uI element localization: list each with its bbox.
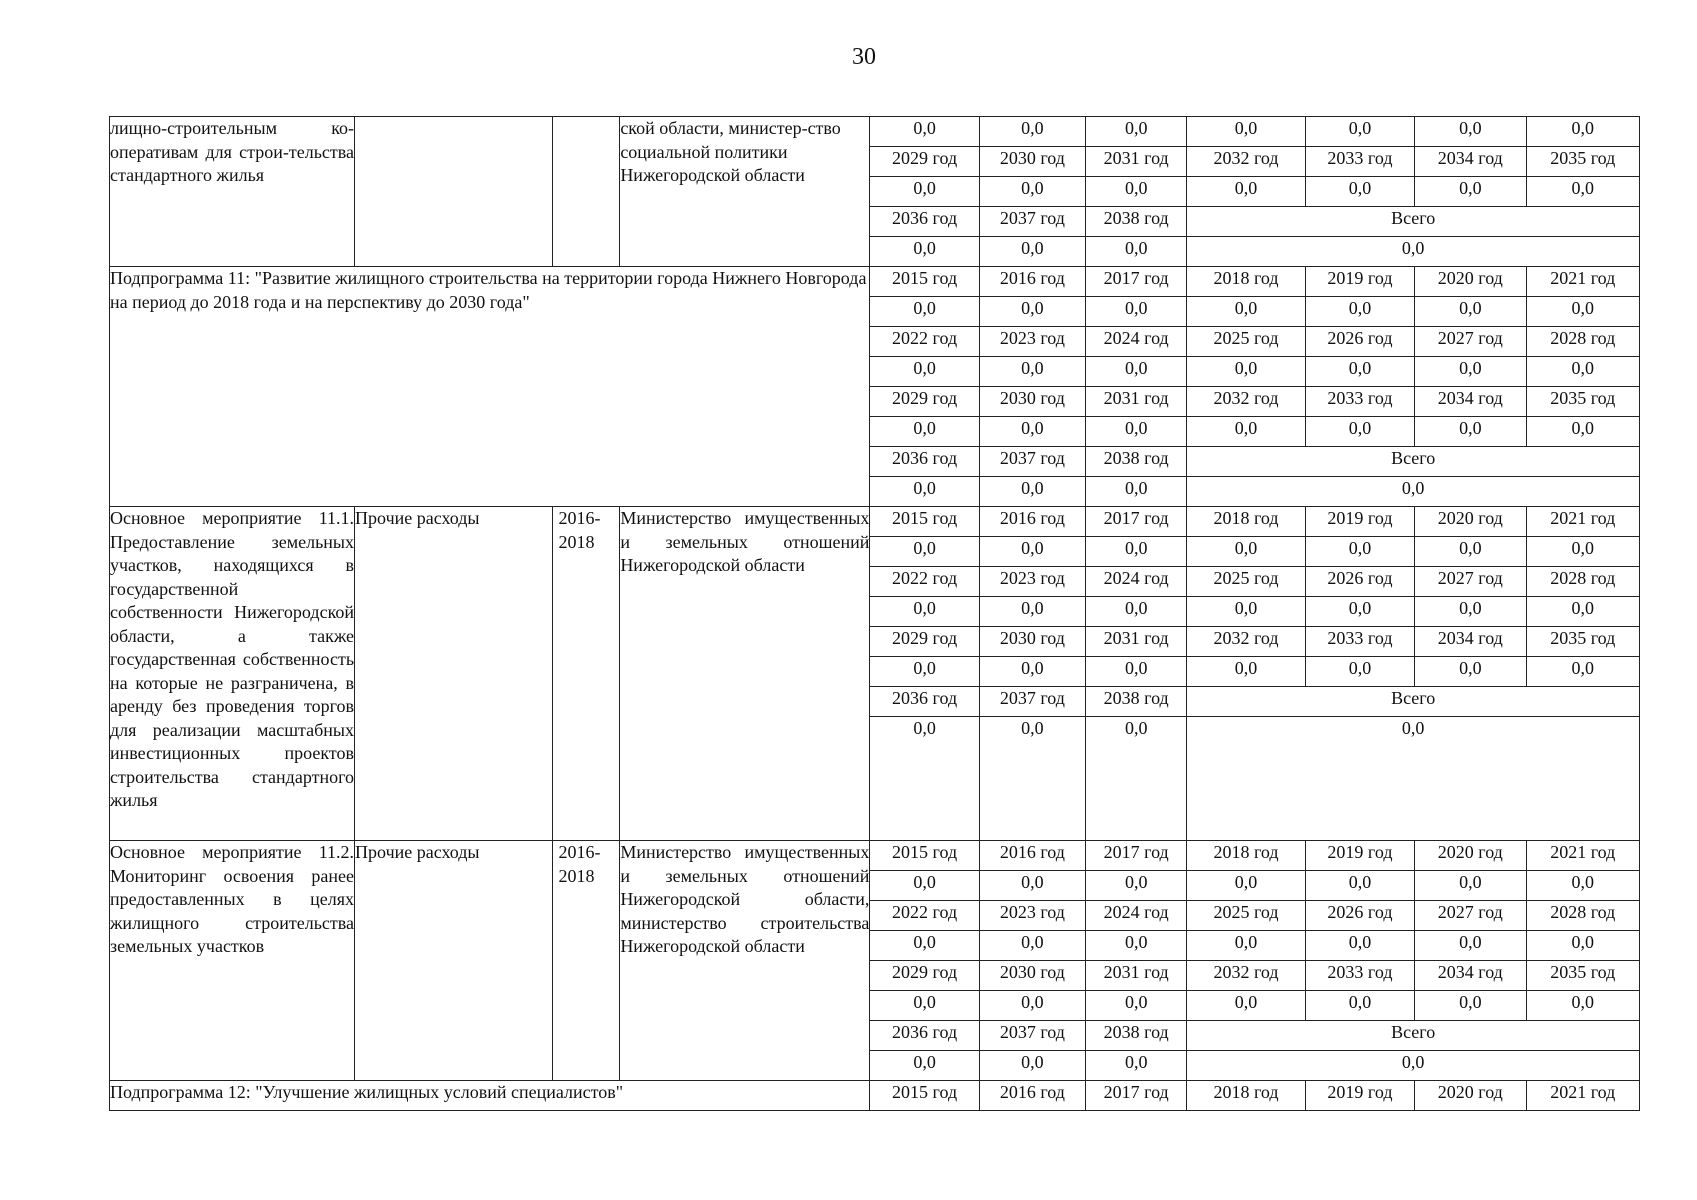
year-header: 2028 год [1526, 567, 1640, 597]
value-cell: 0,0 [1415, 871, 1526, 901]
value-cell: 0,0 [1187, 117, 1305, 147]
table-row [110, 507, 1640, 537]
table-row [110, 267, 1640, 297]
value-cell: 0,0 [1187, 417, 1305, 447]
value-cell: 0,0 [1305, 991, 1414, 1021]
value-cell: 0,0 [870, 717, 979, 841]
year-header: 2028 год [1526, 327, 1640, 357]
year-header: 2015 год [870, 267, 979, 297]
year-header: 2019 год [1305, 267, 1414, 297]
value-cell: 0,0 [1305, 931, 1414, 961]
year-header: 2018 год [1187, 1081, 1305, 1111]
year-header: 2017 год [1086, 267, 1187, 297]
value-cell: 0,0 [870, 991, 979, 1021]
value-cell: 0,0 [1305, 657, 1414, 687]
year-header: 2031 год [1086, 961, 1187, 991]
year-header: 2036 год [870, 207, 979, 237]
value-cell: 0,0 [1187, 177, 1305, 207]
total-value: 0,0 [1187, 717, 1640, 841]
year-header: 2034 год [1415, 961, 1526, 991]
year-header: 2023 год [979, 567, 1085, 597]
activity-name: Основное мероприятие 11.1. Предоставление земельных участков, находящихся в государственной собственности Нижегородской области, а также государственная собственность на которые не разграничена, в аренду без проведения торгов для реализации масштабных инвестиционных проектов строительства стандартного жилья [110, 507, 355, 841]
value-cell: 0,0 [1086, 117, 1187, 147]
value-cell: 0,0 [1526, 177, 1640, 207]
year-header: 2038 год [1086, 687, 1187, 717]
total-label: Всего [1187, 447, 1640, 477]
year-header: 2027 год [1415, 327, 1526, 357]
value-cell: 0,0 [979, 417, 1085, 447]
value-cell: 0,0 [979, 237, 1085, 267]
year-header: 2037 год [979, 1021, 1085, 1051]
year-header: 2019 год [1305, 841, 1414, 871]
year-header: 2037 год [979, 687, 1085, 717]
year-header: 2034 год [1415, 627, 1526, 657]
year-header: 2026 год [1305, 901, 1414, 931]
value-cell: 0,0 [1526, 991, 1640, 1021]
year-header: 2024 год [1086, 567, 1187, 597]
year-header: 2034 год [1415, 147, 1526, 177]
value-cell: 0,0 [979, 297, 1085, 327]
year-header: 2026 год [1305, 567, 1414, 597]
year-header: 2024 год [1086, 901, 1187, 931]
total-value: 0,0 [1187, 1051, 1640, 1081]
value-cell: 0,0 [1086, 237, 1187, 267]
table-row [110, 117, 1640, 147]
year-header: 2034 год [1415, 387, 1526, 417]
expense-type: Прочие расходы [355, 507, 553, 841]
year-header: 2019 год [1305, 1081, 1414, 1111]
value-cell: 0,0 [979, 477, 1085, 507]
year-header: 2017 год [1086, 507, 1187, 537]
budget-table [109, 116, 1640, 1111]
value-cell: 0,0 [870, 1051, 979, 1081]
value-cell: 0,0 [1415, 657, 1526, 687]
year-header: 2029 год [870, 147, 979, 177]
year-header: 2036 год [870, 447, 979, 477]
executor: Министерство имущественных и земельных отношений Нижегородской области, министерство строительства Нижегородской области [620, 841, 870, 1081]
year-header: 2038 год [1086, 1021, 1187, 1051]
year-header: 2031 год [1086, 627, 1187, 657]
year-header: 2035 год [1526, 627, 1640, 657]
year-header: 2015 год [870, 507, 979, 537]
total-value: 0,0 [1187, 237, 1640, 267]
year-header: 2022 год [870, 327, 979, 357]
year-header: 2035 год [1526, 961, 1640, 991]
value-cell: 0,0 [979, 871, 1085, 901]
year-header: 2027 год [1415, 567, 1526, 597]
year-header: 2032 год [1187, 961, 1305, 991]
year-header: 2032 год [1187, 147, 1305, 177]
value-cell: 0,0 [1086, 657, 1187, 687]
total-label: Всего [1187, 1021, 1640, 1051]
total-label: Всего [1187, 207, 1640, 237]
year-header: 2020 год [1415, 267, 1526, 297]
value-cell: 0,0 [979, 931, 1085, 961]
year-header: 2017 год [1086, 1081, 1187, 1111]
value-cell: 0,0 [1305, 177, 1414, 207]
value-cell: 0,0 [1526, 597, 1640, 627]
value-cell: 0,0 [1415, 297, 1526, 327]
year-header: 2026 год [1305, 327, 1414, 357]
year-header: 2016 год [979, 841, 1085, 871]
year-header: 2037 год [979, 447, 1085, 477]
value-cell: 0,0 [979, 357, 1085, 387]
table-row [110, 1081, 1640, 1111]
total-label: Всего [1187, 687, 1640, 717]
expense-type: Прочие расходы [355, 841, 553, 1081]
year-header: 2019 год [1305, 507, 1414, 537]
value-cell: 0,0 [1415, 931, 1526, 961]
year-header: 2030 год [979, 961, 1085, 991]
year-header: 2018 год [1187, 267, 1305, 297]
table-row [110, 841, 1640, 871]
activity-name: лищно-строительным ко-оперативам для строи-тельства стандартного жилья [110, 117, 355, 267]
value-cell: 0,0 [1415, 537, 1526, 567]
value-cell: 0,0 [1187, 931, 1305, 961]
year-header: 2033 год [1305, 147, 1414, 177]
year-header: 2016 год [979, 267, 1085, 297]
year-header: 2027 год [1415, 901, 1526, 931]
value-cell: 0,0 [1187, 991, 1305, 1021]
year-header: 2036 год [870, 687, 979, 717]
year-header: 2024 год [1086, 327, 1187, 357]
value-cell: 0,0 [870, 657, 979, 687]
value-cell: 0,0 [1305, 537, 1414, 567]
year-header: 2033 год [1305, 627, 1414, 657]
year-header: 2021 год [1526, 267, 1640, 297]
expense-type [355, 117, 553, 267]
value-cell: 0,0 [1415, 597, 1526, 627]
year-header: 2023 год [979, 901, 1085, 931]
value-cell: 0,0 [1086, 871, 1187, 901]
year-header: 2028 год [1526, 901, 1640, 931]
activity-name: Основное мероприятие 11.2. Мониторинг освоения ранее предоставленных в целях жилищного строительства земельных участков [110, 841, 355, 1081]
value-cell: 0,0 [1187, 297, 1305, 327]
year-header: 2030 год [979, 627, 1085, 657]
value-cell: 0,0 [1086, 357, 1187, 387]
year-header: 2025 год [1187, 901, 1305, 931]
total-value: 0,0 [1187, 477, 1640, 507]
year-header: 2015 год [870, 841, 979, 871]
value-cell: 0,0 [1305, 117, 1414, 147]
year-header: 2017 год [1086, 841, 1187, 871]
year-header: 2030 год [979, 147, 1085, 177]
value-cell: 0,0 [1187, 357, 1305, 387]
year-header: 2015 год [870, 1081, 979, 1111]
value-cell: 0,0 [979, 991, 1085, 1021]
year-header: 2020 год [1415, 1081, 1526, 1111]
value-cell: 0,0 [1187, 657, 1305, 687]
value-cell: 0,0 [1526, 657, 1640, 687]
year-header: 2021 год [1526, 1081, 1640, 1111]
value-cell: 0,0 [1415, 991, 1526, 1021]
period [553, 117, 620, 267]
value-cell: 0,0 [1187, 537, 1305, 567]
value-cell: 0,0 [1526, 357, 1640, 387]
value-cell: 0,0 [1526, 417, 1640, 447]
year-header: 2029 год [870, 387, 979, 417]
year-header: 2038 год [1086, 447, 1187, 477]
year-header: 2029 год [870, 961, 979, 991]
value-cell: 0,0 [1086, 717, 1187, 841]
year-header: 2020 год [1415, 507, 1526, 537]
value-cell: 0,0 [1086, 537, 1187, 567]
year-header: 2016 год [979, 507, 1085, 537]
year-header: 2032 год [1187, 387, 1305, 417]
value-cell: 0,0 [1305, 357, 1414, 387]
value-cell: 0,0 [1526, 931, 1640, 961]
year-header: 2038 год [1086, 207, 1187, 237]
value-cell: 0,0 [1305, 417, 1414, 447]
value-cell: 0,0 [1305, 297, 1414, 327]
year-header: 2018 год [1187, 507, 1305, 537]
value-cell: 0,0 [1415, 117, 1526, 147]
year-header: 2020 год [1415, 841, 1526, 871]
value-cell: 0,0 [1086, 477, 1187, 507]
year-header: 2023 год [979, 327, 1085, 357]
value-cell: 0,0 [1086, 177, 1187, 207]
year-header: 2037 год [979, 207, 1085, 237]
value-cell: 0,0 [870, 297, 979, 327]
year-header: 2033 год [1305, 387, 1414, 417]
executor: ской области, министер-ство социальной политики Нижегородской области [620, 117, 870, 267]
value-cell: 0,0 [979, 177, 1085, 207]
value-cell: 0,0 [870, 177, 979, 207]
year-header: 2030 год [979, 387, 1085, 417]
subprogram-title: Подпрограмма 12: "Улучшение жилищных условий специалистов" [110, 1081, 870, 1111]
value-cell: 0,0 [979, 1051, 1085, 1081]
value-cell: 0,0 [1526, 297, 1640, 327]
value-cell: 0,0 [979, 537, 1085, 567]
executor: Министерство имущественных и земельных отношений Нижегородской области [620, 507, 870, 841]
value-cell: 0,0 [1305, 597, 1414, 627]
year-header: 2035 год [1526, 147, 1640, 177]
year-header: 2025 год [1187, 327, 1305, 357]
page-number: 30 [852, 44, 876, 70]
year-header: 2029 год [870, 627, 979, 657]
value-cell: 0,0 [1086, 417, 1187, 447]
year-header: 2021 год [1526, 507, 1640, 537]
value-cell: 0,0 [1526, 117, 1640, 147]
year-header: 2031 год [1086, 147, 1187, 177]
period: 2016-2018 [553, 507, 620, 841]
value-cell: 0,0 [979, 117, 1085, 147]
year-header: 2031 год [1086, 387, 1187, 417]
value-cell: 0,0 [1415, 177, 1526, 207]
year-header: 2018 год [1187, 841, 1305, 871]
value-cell: 0,0 [870, 357, 979, 387]
year-header: 2021 год [1526, 841, 1640, 871]
value-cell: 0,0 [1305, 871, 1414, 901]
value-cell: 0,0 [979, 717, 1085, 841]
value-cell: 0,0 [1086, 297, 1187, 327]
value-cell: 0,0 [870, 871, 979, 901]
value-cell: 0,0 [870, 477, 979, 507]
value-cell: 0,0 [870, 597, 979, 627]
value-cell: 0,0 [1086, 991, 1187, 1021]
year-header: 2022 год [870, 901, 979, 931]
value-cell: 0,0 [1187, 871, 1305, 901]
value-cell: 0,0 [870, 417, 979, 447]
value-cell: 0,0 [1415, 357, 1526, 387]
year-header: 2022 год [870, 567, 979, 597]
table-body [110, 117, 1640, 1111]
subprogram-title: Подпрограмма 11: "Развитие жилищного строительства на территории города Нижнего Новгорода на период до 2018 года и на перспективу до 2030 года" [110, 267, 870, 507]
year-header: 2035 год [1526, 387, 1640, 417]
year-header: 2036 год [870, 1021, 979, 1051]
value-cell: 0,0 [1526, 871, 1640, 901]
value-cell: 0,0 [979, 657, 1085, 687]
value-cell: 0,0 [1187, 597, 1305, 627]
year-header: 2025 год [1187, 567, 1305, 597]
value-cell: 0,0 [1086, 1051, 1187, 1081]
value-cell: 0,0 [1415, 417, 1526, 447]
value-cell: 0,0 [1086, 931, 1187, 961]
value-cell: 0,0 [870, 931, 979, 961]
year-header: 2016 год [979, 1081, 1085, 1111]
value-cell: 0,0 [1086, 597, 1187, 627]
period: 2016-2018 [553, 841, 620, 1081]
value-cell: 0,0 [870, 537, 979, 567]
value-cell: 0,0 [1526, 537, 1640, 567]
value-cell: 0,0 [979, 597, 1085, 627]
value-cell: 0,0 [870, 237, 979, 267]
year-header: 2032 год [1187, 627, 1305, 657]
value-cell: 0,0 [870, 117, 979, 147]
year-header: 2033 год [1305, 961, 1414, 991]
